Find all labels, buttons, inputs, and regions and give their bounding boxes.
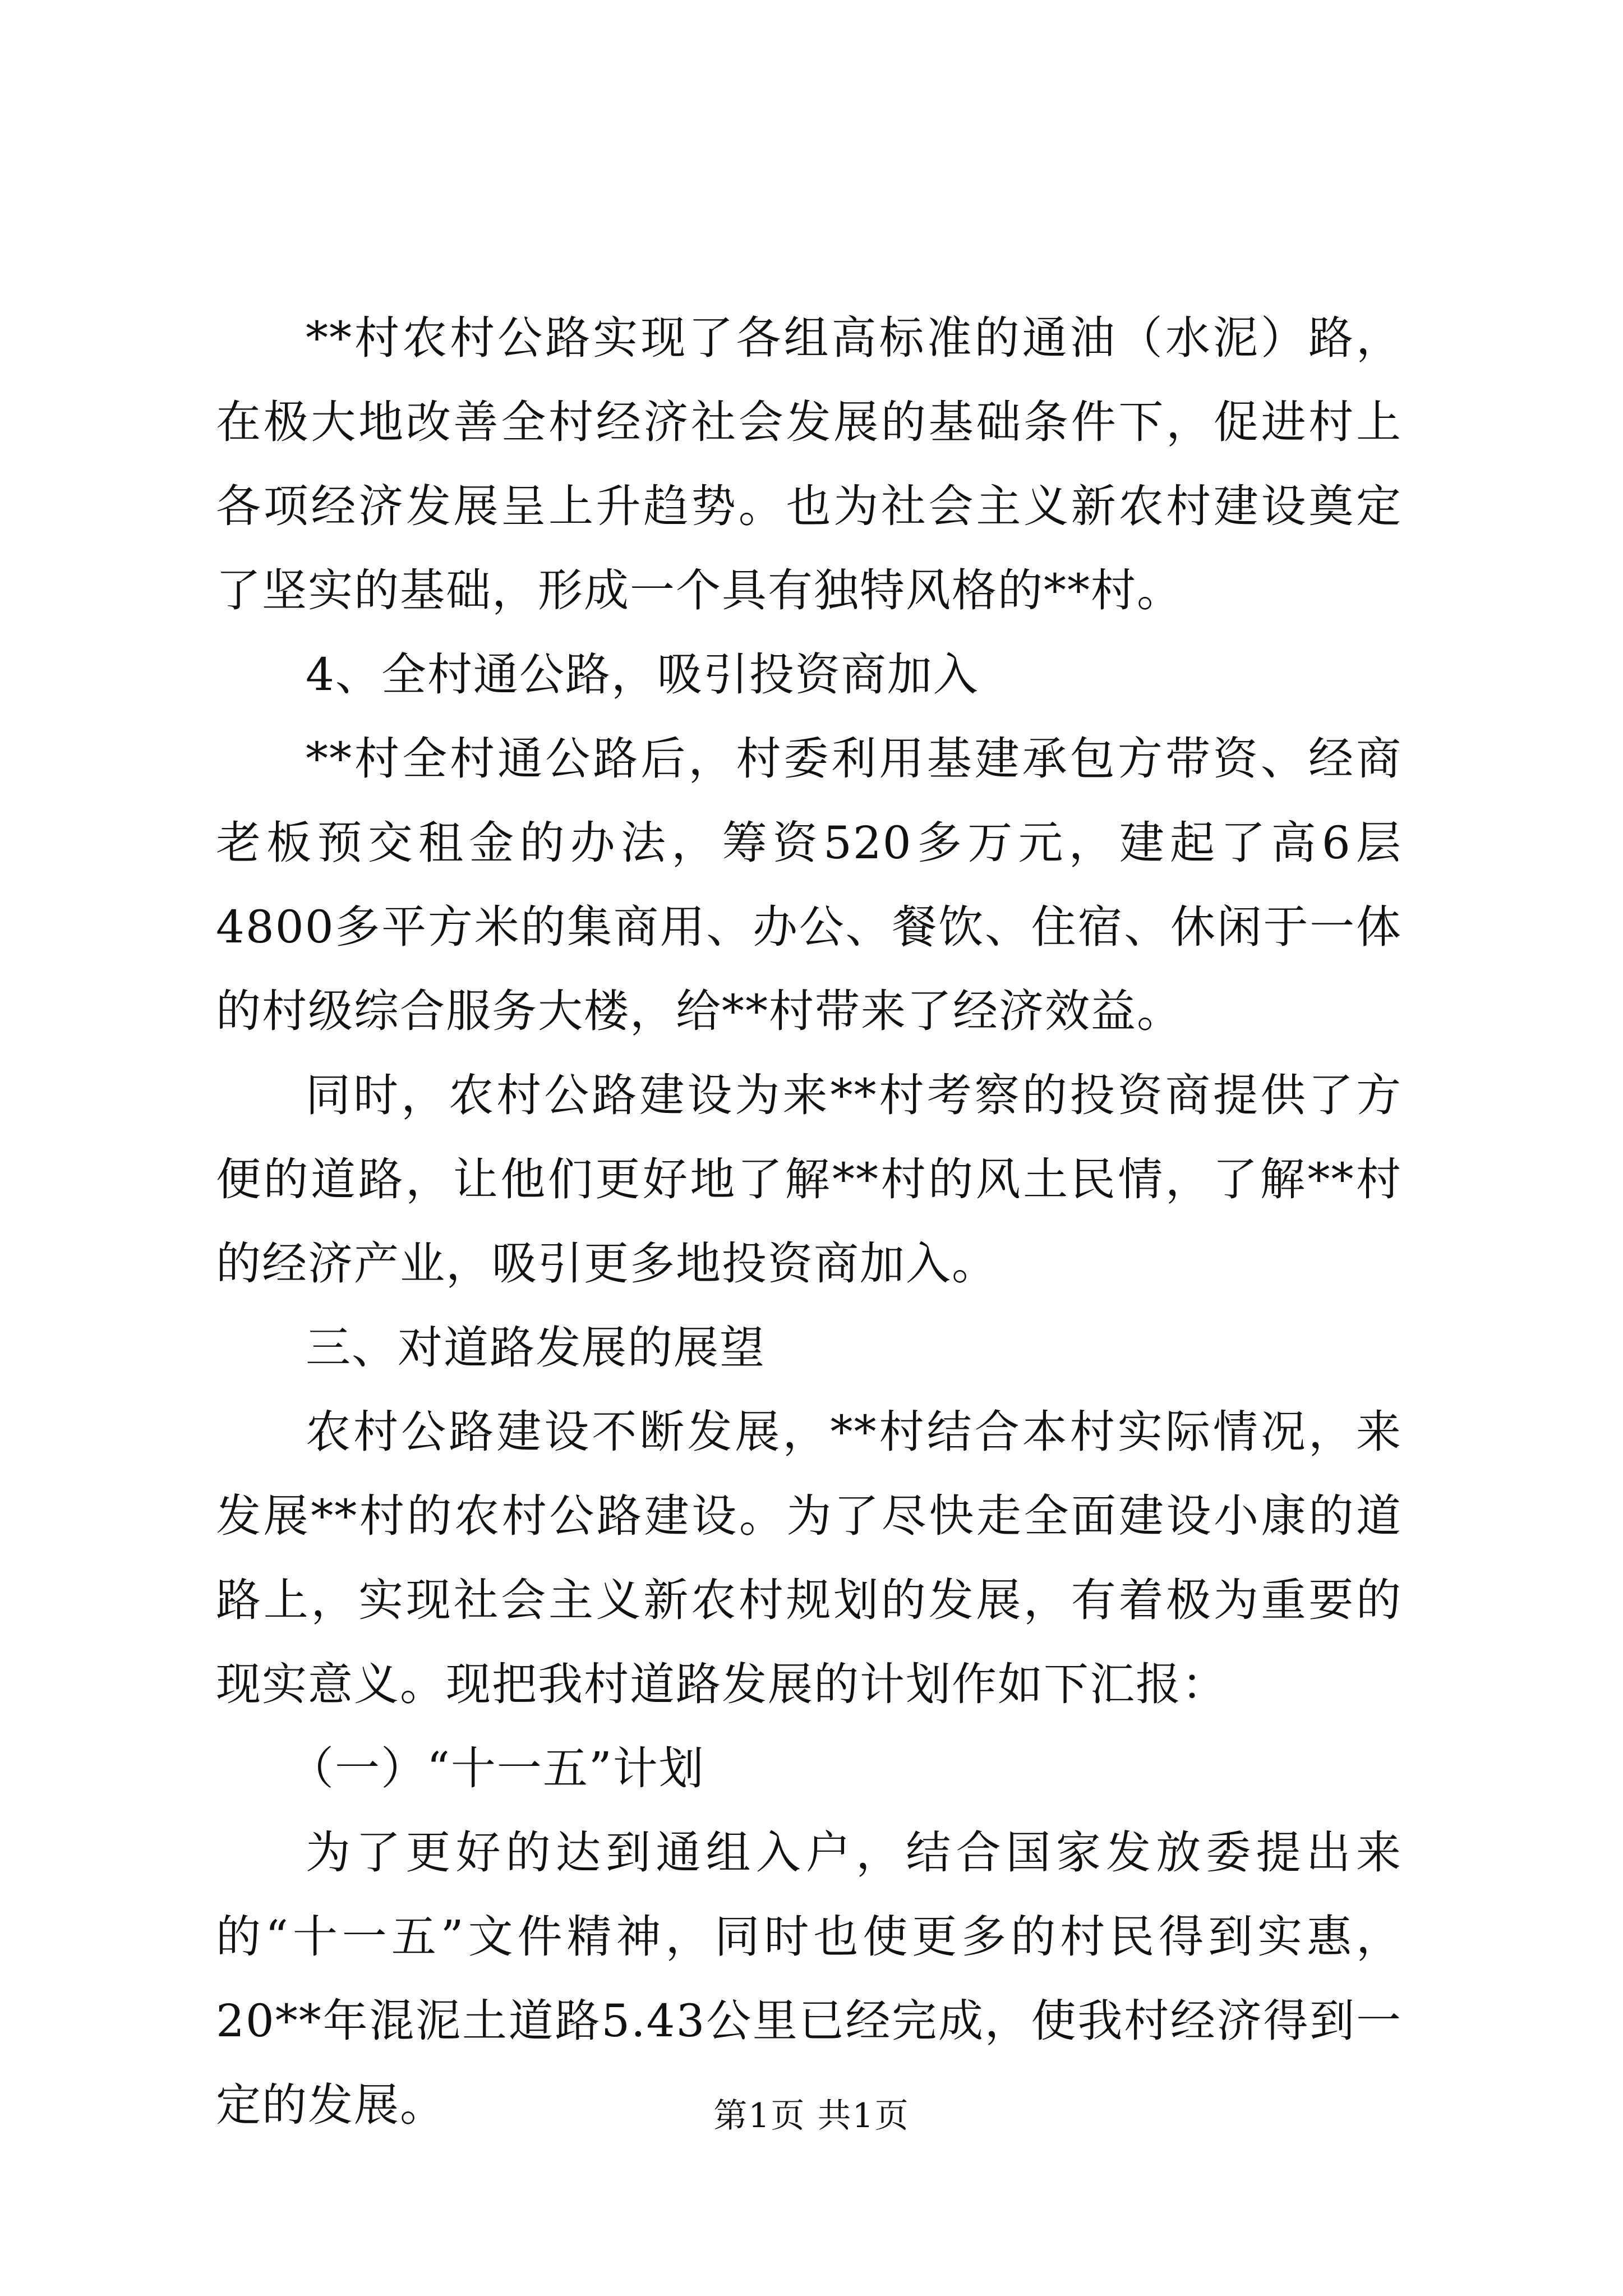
section-heading-investment: 4、全村通公路，吸引投资商加入 [306, 648, 979, 701]
paragraph-plan: 为了更好的达到通组入户，结合国家发放委提出来的“十一五”文件精神，同时也使更多的村民得到实惠，20**年混泥土道路5.43公里已经完成，使我村经济得到一定的发展。 [216, 1826, 1402, 2131]
paragraph-service-building: **村全村通公路后，村委利用基建承包方带资、经商老板预交租金的办法，筹资520多万元，建起了高6层4800多平方米的集商用、办公、餐饮、住宿、休闲于一体的村级综合服务大楼，给**村带来了经济效益。 [216, 733, 1402, 1037]
subsection-heading-plan: （一）“十一五”计划 [289, 1742, 705, 1795]
paragraph-outlook: 农村公路建设不断发展，**村结合本村实际情况，来发展**村的农村公路建设。为了尽快走全面建设小康的道路上，实现社会主义新农村规划的发展，有着极为重要的现实意义。现把我村道路发展的计划作如下汇报： [216, 1406, 1402, 1710]
paragraph-investors: 同时，农村公路建设为来**村考察的投资商提供了方便的道路，让他们更好地了解**村的风土民情，了解**村的经济产业，吸引更多地投资商加入。 [216, 1069, 1402, 1290]
page-footer: 第1页 共1页 [713, 2096, 910, 2136]
section-heading-outlook: 三、对道路发展的展望 [306, 1322, 766, 1374]
document-body [216, 296, 1402, 2147]
paragraph-road-achievement: **村农村公路实现了各组高标准的通油（水泥）路，在极大地改善全村经济社会发展的基础条件下，促进村上各项经济发展呈上升趋势。也为社会主义新农村建设奠定了坚实的基础，形成一个具有独特风格的**村。 [216, 312, 1402, 616]
